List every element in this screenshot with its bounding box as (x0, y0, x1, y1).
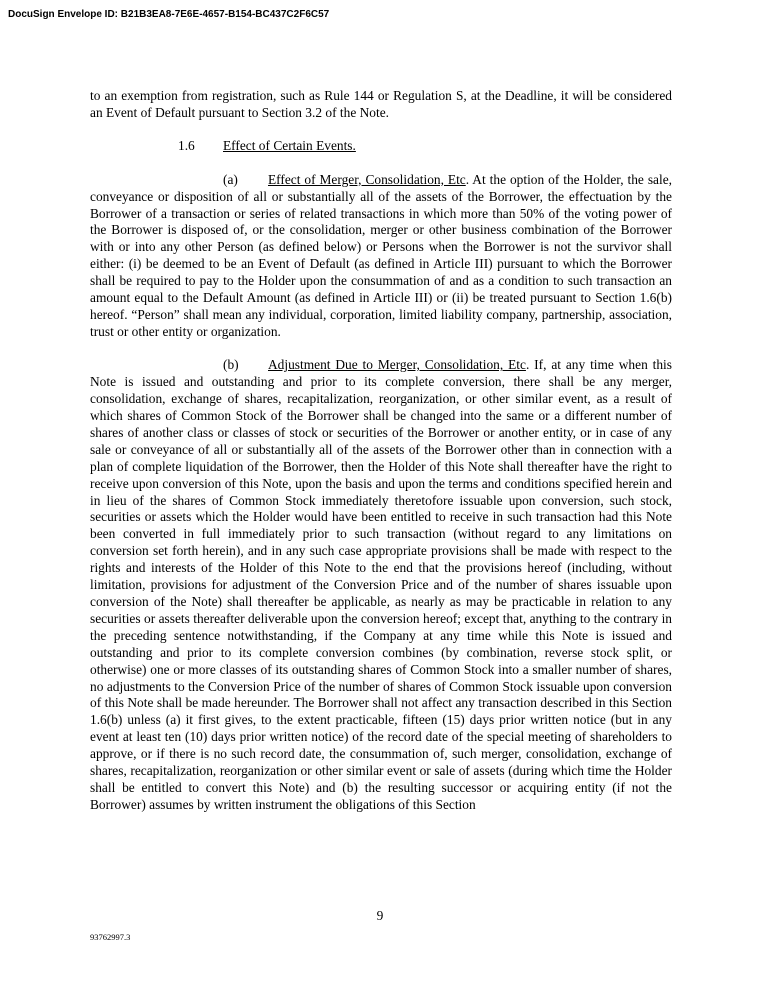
document-id: 93762997.3 (90, 932, 131, 942)
paragraph-gap (90, 341, 672, 358)
subsection-b-paragraph (90, 357, 672, 813)
section-number: 1.6 (178, 138, 195, 154)
subsection-a-title: Effect of Merger, Consolidation, Etc (268, 171, 466, 187)
subsection-a-body: . At the option of the Holder, the sale, conveyance or disposition of all or substantially all of the assets of the Borrower, the effectuation by the Borrower of a transaction or series of related transactions in which more than 50% of the voting power of the Borrower is disposed of, or the consolidation, merger or other business combination of the Borrower with or into any other Person (as defined below) or Persons when the Borrower is not the survivor shall either: (i) be deemed to be an Event of Default (as defined in Article III) pursuant to which the Borrower shall be required to pay to the Holder upon the consummation of and as a condition to such transaction an amount equal to the Default Amount (as defined in Article III) or (ii) be treated pursuant to Section 1.6(b) hereof. “Person” shall mean any individual, corporation, limited liability company, partnership, association, trust or other entity or organization. (90, 171, 672, 339)
subsection-b-body: . If, at any time when this Note is issued and outstanding and prior to its complete conversion, there shall be any merger, consolidation, exchange of shares, recapitalization, reorganization, or other similar event, as a result of which shares of Common Stock of the Borrower shall be changed into the same or a different number of shares of another class or classes of stock or securities of the Borrower or another entity, or in case of any sale or conveyance of all or substantially all of the assets of the Borrower other than in connection with a plan of complete liquidation of the Borrower, then the Holder of this Note shall thereafter have the right to receive upon conversion of this Note, upon the basis and upon the terms and conditions specified herein and in lieu of the shares of Common Stock immediately theretofore issuable upon conversion, such stock, securities or assets which the Holder would have been entitled to receive in such transaction had this Note been converted in full immediately prior to such transaction (without regard to any limitations on conversion set forth herein), and in any such case appropriate provisions shall be made with respect to the rights and interests of the Holder of this Note to the end that the provisions hereof (including, without limitation, provisions for adjustment of the Conversion Price and of the number of shares issuable upon conversion of the Note) shall thereafter be applicable, as nearly as may be practicable in relation to any securities or assets thereafter deliverable upon the conversion hereof; except that, anything to the contrary in the preceding sentence notwithstanding, if the Company at any time while this Note is issued and outstanding and prior to its complete conversion combines (by combination, reverse stock split, or otherwise) one or more classes of its outstanding shares of Common Stock into a smaller number of shares, no adjustments to the Conversion Price of the number of shares of Common Stock issuable upon conversion of this Note shall be made hereunder. The Borrower shall not affect any transaction described in this Section 1.6(b) unless (a) it first gives, to the extent practicable, fifteen (15) days prior written notice (but in any event at least ten (10) days prior written notice) of the record date of the special meeting of shareholders to approve, or if there is no such record date, the consummation of, such merger, consolidation, exchange of shares, recapitalization, reorganization or other similar event or sale of assets (during which time the Holder shall be entitled to convert this Note) and (b) the resulting successor or acquiring entity (if not the Borrower) assumes by written instrument the obligations of this Section (90, 357, 672, 812)
subsection-b-label: (b) (223, 357, 239, 373)
document-page (90, 88, 672, 814)
page-number: 9 (376, 908, 384, 923)
intro-paragraph: to an exemption from registration, such as Rule 144 or Regulation S, at the Deadline, it will be considered an Event of Default pursuant to Section 3.2 of the Note. (90, 88, 672, 120)
paragraph-gap (90, 122, 672, 139)
paragraph-gap (90, 155, 672, 172)
section-title: Effect of Certain Events. (223, 138, 356, 154)
subsection-a-label: (a) (223, 171, 238, 187)
section-heading (90, 138, 672, 155)
docusign-envelope-id: DocuSign Envelope ID: B21B3EA8-7E6E-4657-B154-BC437C2F6C57 (8, 9, 330, 20)
subsection-b-title: Adjustment Due to Merger, Consolidation, Etc (268, 357, 526, 373)
subsection-a-paragraph (90, 172, 672, 341)
